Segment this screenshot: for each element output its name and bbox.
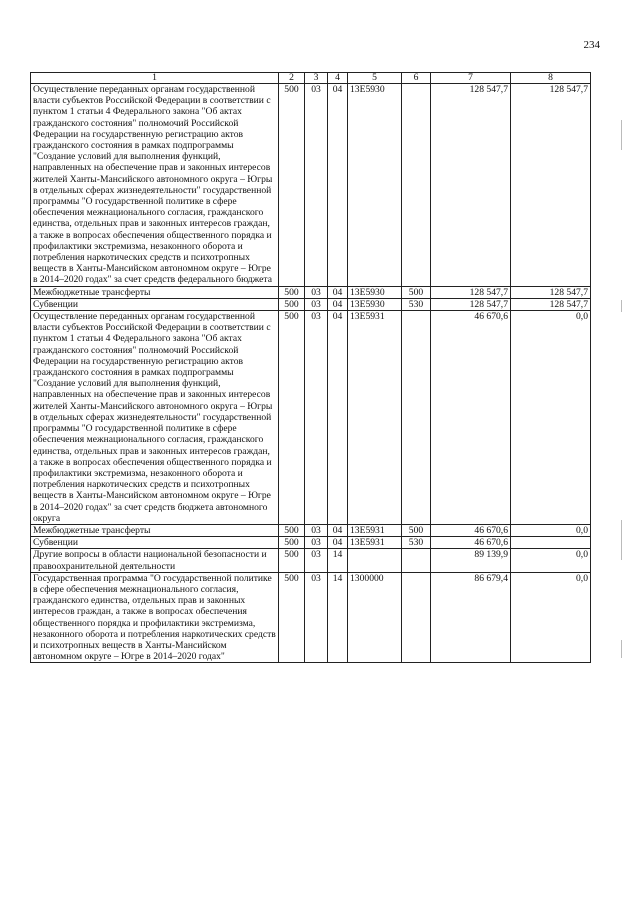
scan-edge-marks: [621, 0, 623, 905]
row-code-2: 500: [279, 286, 305, 298]
row-code-4: 14: [328, 549, 348, 572]
row-code-5: 13Е5930: [348, 84, 402, 287]
row-name: Субвенции: [31, 298, 279, 310]
row-amount-7: 128 547,7: [431, 298, 511, 310]
row-code-4: 04: [328, 286, 348, 298]
row-amount-8: 128 547,7: [511, 84, 591, 287]
row-amount-7: 46 670,6: [431, 537, 511, 549]
header-col-7: 7: [431, 73, 511, 84]
header-col-2: 2: [279, 73, 305, 84]
table-row: [31, 524, 591, 536]
row-name: Осуществление переданных органам государственной власти субъектов Российской Федерации в соответствии с пунктом 1 статьи 4 Федерального закона "Об актах гражданского состояния" полномочий Российской Федерации на государственную регистрацию актов гражданского состояния в рамках подпрограммы "Создание условий для выполнения функций, направленных на обеспечение прав и законных интересов жителей Ханты-Мансийского автономного округа – Югры в отдельных сферах жизнедеятельности" государственной программы "О государственной политике в сфере обеспечения межнационального согласия, гражданского единства, отдельных прав и законных интересов граждан, а также в вопросах обеспечения общественного порядка и профилактики экстремизма, незаконного оборота и потребления наркотических средств и психотропных веществ в Ханты-Мансийском автономном округе – Югре в 2014–2020 годах" за счет средств бюджета автономного округа: [31, 311, 279, 525]
row-code-5: 13Е5930: [348, 298, 402, 310]
row-code-3: 03: [305, 572, 328, 663]
row-amount-8: 0,0: [511, 311, 591, 525]
row-code-4: 04: [328, 84, 348, 287]
row-code-2: 500: [279, 549, 305, 572]
row-amount-7: 128 547,7: [431, 84, 511, 287]
row-name: Межбюджетные трансферты: [31, 286, 279, 298]
row-name: Осуществление переданных органам государственной власти субъектов Российской Федерации в соответствии с пунктом 1 статьи 4 Федерального закона "Об актах гражданского состояния" полномочий Российской Федерации на государственную регистрацию актов гражданского состояния в рамках подпрограммы "Создание условий для выполнения функций, направленных на обеспечение прав и законных интересов жителей Ханты-Мансийского автономного округа – Югры в отдельных сферах жизнедеятельности" государственной программы "О государственной политике в сфере обеспечения межнационального согласия, гражданского единства, отдельных прав и законных интересов граждан, а также в вопросах обеспечения общественного порядка и профилактики экстремизма, незаконного оборота и потребления наркотических средств и психотропных веществ в Ханты-Мансийском автономном округе – Югре в 2014–2020 годах" за счет средств федерального бюджета: [31, 84, 279, 287]
row-code-3: 03: [305, 286, 328, 298]
row-amount-7: 128 547,7: [431, 286, 511, 298]
row-amount-7: 46 670,6: [431, 311, 511, 525]
row-amount-8: 128 547,7: [511, 286, 591, 298]
row-code-6: [402, 572, 431, 663]
row-code-6: 530: [402, 298, 431, 310]
row-code-6: [402, 84, 431, 287]
table-row: [31, 549, 591, 572]
row-code-5: 13Е5931: [348, 537, 402, 549]
row-code-2: 500: [279, 311, 305, 525]
row-code-6: [402, 549, 431, 572]
budget-table: [30, 72, 591, 663]
row-code-4: 04: [328, 537, 348, 549]
row-code-5: 13Е5930: [348, 286, 402, 298]
header-col-6: 6: [402, 73, 431, 84]
table-row: [31, 84, 591, 287]
row-code-3: 03: [305, 524, 328, 536]
row-amount-8: 0,0: [511, 524, 591, 536]
row-code-2: 500: [279, 537, 305, 549]
header-col-1: 1: [31, 73, 279, 84]
row-code-4: 04: [328, 311, 348, 525]
header-col-5: 5: [348, 73, 402, 84]
row-code-4: 04: [328, 298, 348, 310]
row-name: Другие вопросы в области национальной безопасности и правоохранительной деятельности: [31, 549, 279, 572]
row-name: Межбюджетные трансферты: [31, 524, 279, 536]
table-row: [31, 537, 591, 549]
row-code-6: [402, 311, 431, 525]
table-row: [31, 298, 591, 310]
row-code-3: 03: [305, 549, 328, 572]
header-col-4: 4: [328, 73, 348, 84]
table-header: [31, 73, 591, 84]
row-name: Государственная программа "О государственной политике в сфере обеспечения межнационального согласия, гражданского единства, отдельных прав и законных интересов граждан, а также в вопросах обеспечения общественного порядка и профилактики экстремизма, незаконного оборота и потребления наркотических средств и психотропных веществ в Ханты-Мансийском автономном округе – Югре в 2014–2020 годах": [31, 572, 279, 663]
table-row: [31, 286, 591, 298]
row-code-2: 500: [279, 572, 305, 663]
row-code-6: 530: [402, 537, 431, 549]
table-row: [31, 572, 591, 663]
row-code-2: 500: [279, 524, 305, 536]
row-code-3: 03: [305, 537, 328, 549]
header-col-8: 8: [511, 73, 591, 84]
page-number: 234: [583, 39, 600, 51]
row-code-5: 13Е5931: [348, 311, 402, 525]
row-amount-8: 0,0: [511, 549, 591, 572]
row-code-6: 500: [402, 286, 431, 298]
row-amount-8: [511, 537, 591, 549]
row-code-5: 13Е5931: [348, 524, 402, 536]
row-code-6: 500: [402, 524, 431, 536]
row-amount-7: 86 679,4: [431, 572, 511, 663]
row-code-4: 14: [328, 572, 348, 663]
row-code-4: 04: [328, 524, 348, 536]
row-code-3: 03: [305, 84, 328, 287]
row-name: Субвенции: [31, 537, 279, 549]
row-amount-7: 89 139,9: [431, 549, 511, 572]
row-amount-8: 128 547,7: [511, 298, 591, 310]
row-code-5: [348, 549, 402, 572]
row-amount-7: 46 670,6: [431, 524, 511, 536]
table-row: [31, 311, 591, 525]
row-code-3: 03: [305, 311, 328, 525]
row-code-2: 500: [279, 298, 305, 310]
row-amount-8: 0,0: [511, 572, 591, 663]
row-code-3: 03: [305, 298, 328, 310]
row-code-2: 500: [279, 84, 305, 287]
header-col-3: 3: [305, 73, 328, 84]
row-code-5: 1300000: [348, 572, 402, 663]
